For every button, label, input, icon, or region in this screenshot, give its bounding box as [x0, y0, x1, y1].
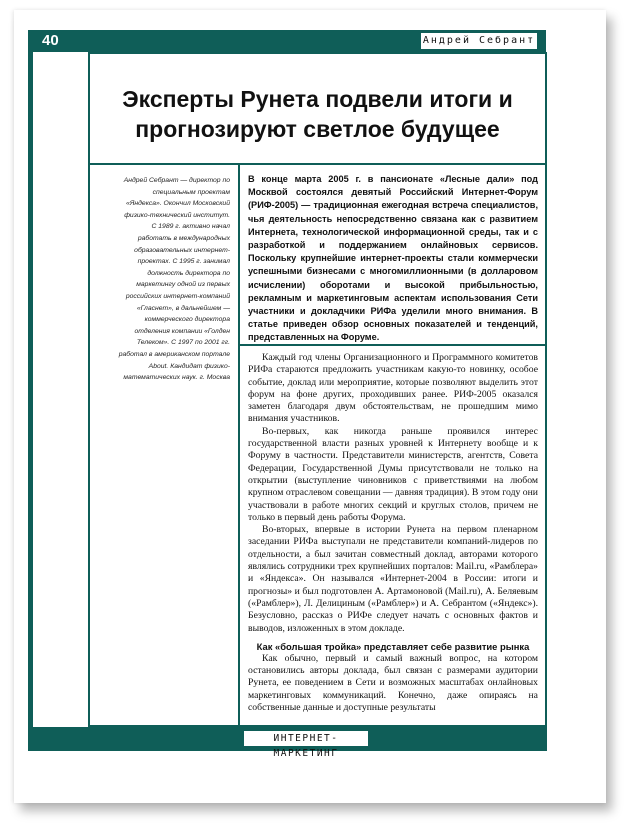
header-author: Андрей Себрант [421, 33, 537, 49]
body-paragraph: Как обычно, первый и самый важный вопрос, на котором остановились авторы доклада, был связан с размерами аудитории Рунета, ее поведением в Сети и возможных масштабах онлайновых маркетинговых коммуникаций. Конечно, даже опираясь на собственные данные и доступные результаты [248, 652, 538, 714]
body-paragraph: Каждый год члены Организационного и Программного комитетов РИФа стараются предложить участникам какую-то новинку, особое событие, доклад или мероприятие, которые позволяют выделить этот форум на фоне других, проходивших ранее. РИФ-2005 оказался заметен благодаря двум обстоятельствам, не прошедшим мимо внимания участников. [248, 352, 538, 425]
author-bio: Андрей Себрант — директор по специальным проектам «Яндекса». Окончил Московский физико-технический институт. С 1989 г. активно начал работать в международных образовательных интернет-проектах. С 1995 г. занимал должность директора по маркетингу одной из первых российских интернет-компаний «Гласнет», в дальнейшем — коммерческого директора отделения компании «Голден Телеком». С 1997 по 2001 гг. работал в американском портале About. Кандидат физико-математических наук. г. Москва [118, 177, 230, 382]
left-margin [33, 52, 88, 751]
article-body [248, 352, 538, 714]
body-paragraph: Во-первых, как никогда раньше проявился интерес государственной власти разных уровней к Интернету вообще и к Форуму в частности. Представители министерств, агентств, Совета Федерации, Государственной Думы присутствовали не только на открытии (выступление чиновников с приветствиями на любом крупном отраслевом совещании — давняя традиция). В этом году они участвовали в работе многих секций и круглых столов, причем не только в первый день работы Форума. [248, 425, 538, 523]
column-divider [238, 163, 240, 727]
title-divider [88, 163, 547, 165]
body-paragraph: Во-вторых, впервые в истории Рунета на первом пленарном заседании РИФа выступали не представители компаний-лидеров по отдельности, а был зачитан совместный доклад, авторами которого являлись сотрудники трех крупнейших порталов: Mail.ru, «Рамблера» и «Яндекса». Он назывался «Интернет-2004 в России: итоги и прогнозы» и был подготовлен А. Артамоновой (Mail.ru), А. Беляевым («Рамблер»), Л. Делициным («Рамблер») и А. Себрантом («Яндекс»). Безусловно, рассказ о РИФе следует начать с основных фактов и выводов, изложенных в этом докладе. [248, 524, 538, 634]
article-title: Эксперты Рунета подвели итоги и прогнозируют светлое будущее [122, 86, 513, 142]
section-subheading: Как «большая тройка» представляет себе развитие рынка [256, 640, 530, 652]
footer-section-label: ИНТЕРНЕТ-МАРКЕТИНГ [244, 731, 368, 746]
article-lead: В конце марта 2005 г. в пансионате «Лесные дали» под Москвой состоялся девятый Российский Интернет-Форум (РИФ-2005) — традиционная ежегодная встреча специалистов, чья деятельность непосредственно связана как с развитием Интернета, технологической информационной среды, так и с разработкой и поддержанием онлайновых сервисов. Поскольку крупнейшие интернет-проекты стали коммерчески успешными бизнесами с многомиллионными (в долларовом исчислении) оборотами и высокой прибыльностью, рекламным и маркетинговым аспектам использования Сети участники и докладчики РИФа уделили много внимания. В статье приведен обзор основных показателей и тенденций, представленных на Форуме. [248, 174, 538, 343]
page-number: 40 [42, 32, 59, 49]
